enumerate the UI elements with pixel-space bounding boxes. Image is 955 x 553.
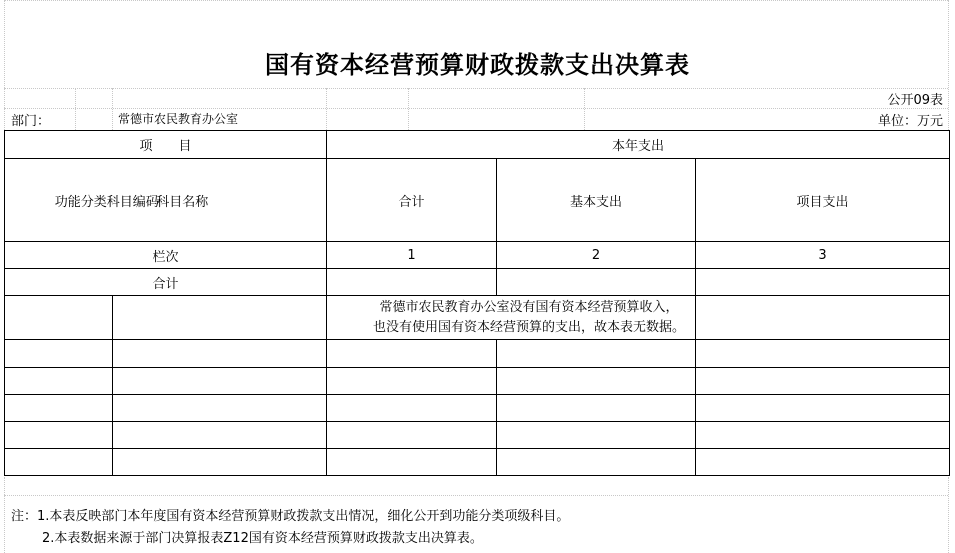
table-cell [696, 368, 950, 395]
grid-line [948, 477, 949, 553]
header-project: 项目支出 [696, 159, 950, 242]
notice-row [5, 296, 950, 340]
table-cell [113, 422, 327, 449]
table-cell [497, 340, 696, 368]
index-col-3: 3 [696, 242, 950, 269]
total-cell [497, 269, 696, 296]
grid-line [4, 108, 948, 109]
grid-line [112, 88, 113, 130]
table-cell [113, 368, 327, 395]
index-label: 栏次 [5, 242, 327, 269]
table-cell [327, 340, 497, 368]
table-row [5, 422, 950, 449]
header-current-year: 本年支出 [327, 131, 950, 159]
table-cell [113, 449, 327, 476]
table-cell [5, 395, 113, 422]
grid-line [4, 495, 948, 496]
table-cell [5, 340, 113, 368]
header-func-code [5, 159, 159, 242]
header-basic: 基本支出 [497, 159, 696, 242]
notice-line-1: 常德市农民教育办公室没有国有资本经营预算收入， [379, 299, 679, 315]
table-cell [696, 449, 950, 476]
header-item: 项 目 [5, 131, 327, 159]
table-row [5, 449, 950, 476]
grid-line [326, 88, 327, 130]
expenditure-table [4, 130, 950, 476]
grid-line [408, 88, 409, 130]
table-cell [5, 449, 113, 476]
total-label: 合计 [5, 269, 327, 296]
footnote-2: 2.本表数据来源于部门决算报表Z12国有资本经营预算财政拨款支出决算表。 [42, 531, 483, 546]
notice-text [345, 298, 713, 338]
notice-line-2: 也没有使用国有资本经营预算的支出，故本表无数据。 [372, 319, 685, 335]
grid-line [584, 88, 585, 130]
table-row [5, 340, 950, 368]
table-code: 公开09表 [887, 93, 943, 108]
header-subject-name-text: 科目名称 [156, 194, 209, 210]
department-name: 常德市农民教育办公室 [118, 112, 239, 126]
department-label: 部门： [11, 114, 51, 129]
table-cell [5, 422, 113, 449]
unit-label: 单位：万元 [877, 114, 943, 129]
grid-line [4, 477, 5, 553]
table-cell [113, 395, 327, 422]
table-cell [497, 449, 696, 476]
index-row [5, 242, 950, 269]
table-cell [497, 422, 696, 449]
table-cell [5, 368, 113, 395]
table-cell [696, 422, 950, 449]
index-col-2: 2 [497, 242, 696, 269]
page-title: 国有资本经营预算财政拨款支出决算表 [265, 50, 690, 79]
table-cell [696, 395, 950, 422]
header-row-1 [5, 131, 950, 159]
table-cell [5, 296, 113, 340]
grid-line [4, 0, 948, 1]
table-cell [497, 395, 696, 422]
table-cell [497, 368, 696, 395]
header-row-2 [5, 159, 950, 242]
grid-line [75, 88, 76, 130]
table-row [5, 395, 950, 422]
table-cell [113, 340, 327, 368]
table-cell [327, 449, 497, 476]
notice-cell [327, 296, 696, 340]
grid-line [4, 88, 948, 89]
total-row [5, 269, 950, 296]
table-row [5, 368, 950, 395]
table-cell [327, 422, 497, 449]
table-cell [327, 368, 497, 395]
footnote-1: 注：1.本表反映部门本年度国有资本经营预算财政拨款支出情况，细化公开到功能分类项级科目。 [11, 509, 570, 524]
table-cell [327, 395, 497, 422]
table-cell [113, 296, 327, 340]
header-total: 合计 [327, 159, 497, 242]
table-cell [696, 340, 950, 368]
total-cell [696, 269, 950, 296]
total-cell [327, 269, 497, 296]
header-func-code-text: 功能分类科目编码 [54, 194, 159, 210]
index-col-1: 1 [327, 242, 497, 269]
table-cell [696, 296, 950, 340]
